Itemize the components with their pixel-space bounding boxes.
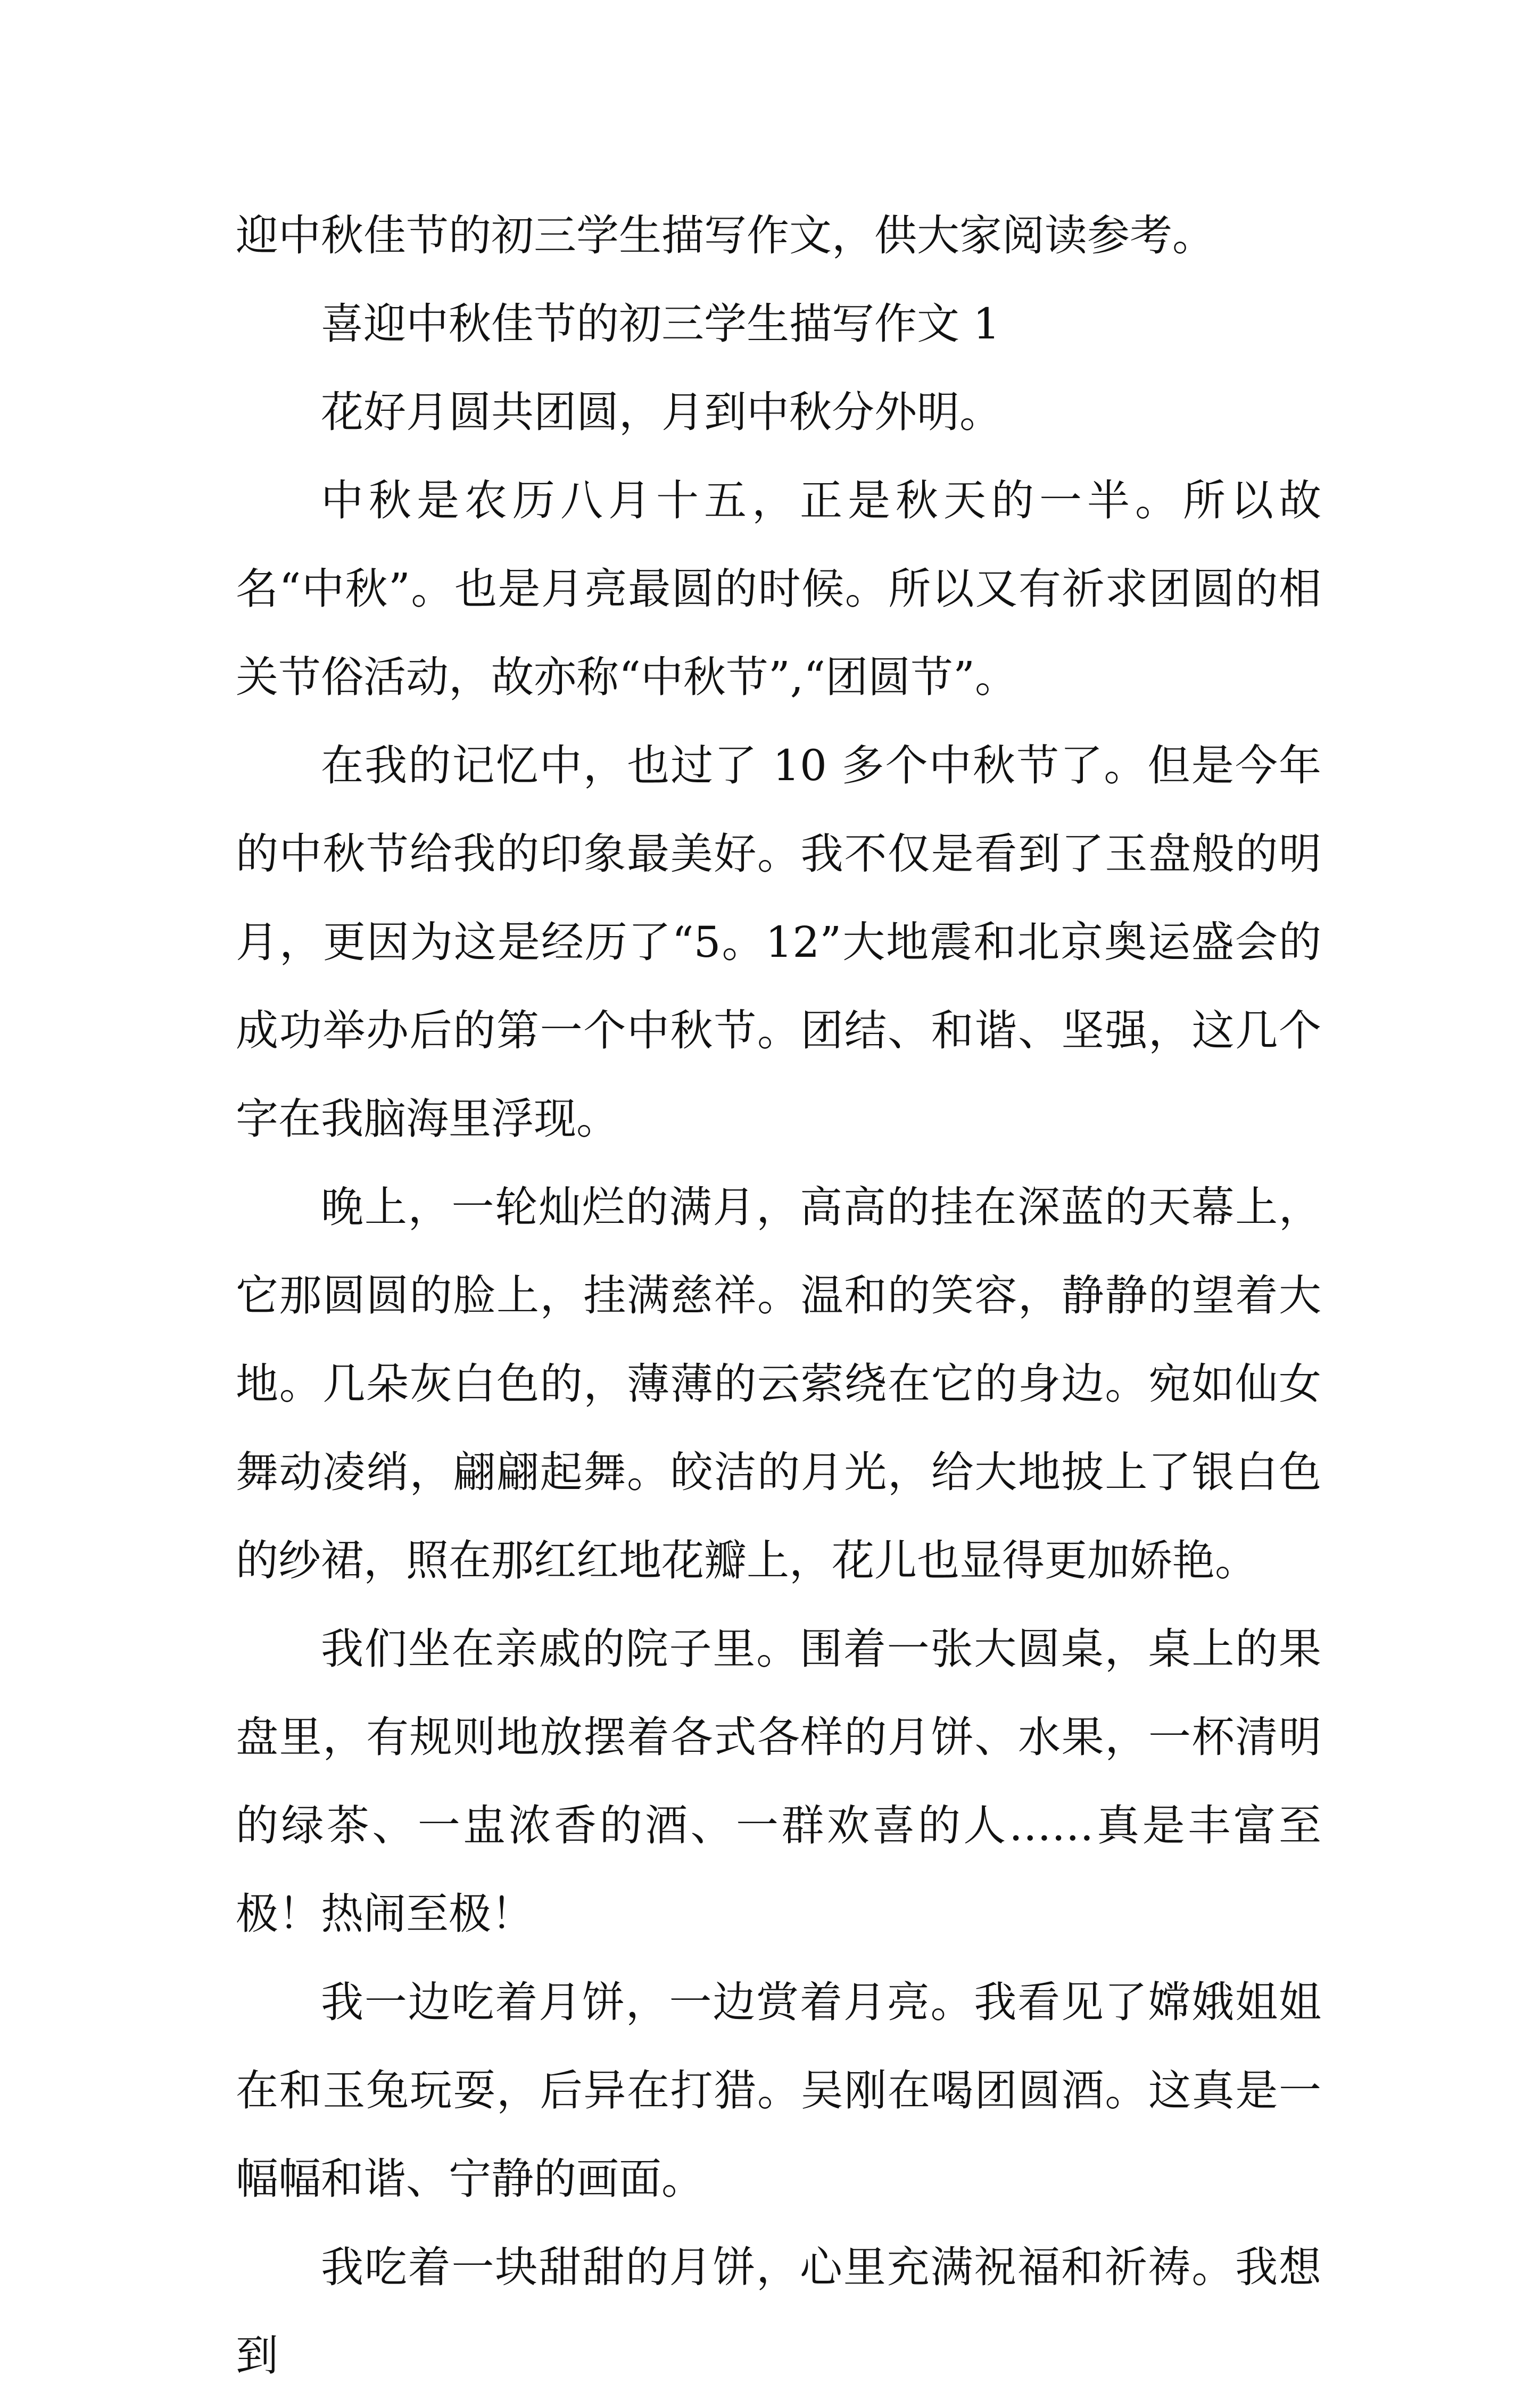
paragraph: 我吃着一块甜甜的月饼，心里充满祝福和祈祷。我想到 [236,2242,1321,2380]
paragraph: 晚上，一轮灿烂的满月，高高的挂在深蓝的天幕上，它那圆圆的脸上，挂满慈祥。温和的笑容，静静的望着大地。几朵灰白色的，薄薄的云萦绕在它的身边。宛如仙女舞动凌绡，翩翩起舞。皎洁的月光，给大地披上了银白色的纱裙，照在那红红地花瓣上，花儿也显得更加娇艳。 [236,1182,1321,1585]
paragraph: 我们坐在亲戚的院子里。围着一张大圆桌，桌上的果盘里，有规则地放摆着各式各样的月饼、水果，一杯清明的绿茶、一盅浓香的酒、一群欢喜的人……真是丰富至极！热闹至极！ [236,1624,1321,1939]
paragraph: 中秋是农历八月十五，正是秋天的一半。所以故名“中秋”。也是月亮最圆的时候。所以又有祈求团圆的相关节俗活动，故亦称“中秋节”,“团圆节”。 [236,476,1321,702]
essay-title: 喜迎中秋佳节的初三学生描写作文 1 [321,299,1000,349]
document-body [236,192,1321,2400]
paragraph-intro-continuation: 迎中秋佳节的初三学生描写作文，供大家阅读参考。 [236,211,1215,260]
paragraph: 我一边吃着月饼，一边赏着月亮。我看见了嫦娥姐姐在和玉兔玩耍，后异在打猎。吴刚在喝团圆酒。这真是一幅幅和谐、宁静的画面。 [236,1977,1321,2204]
paragraph: 花好月圆共团圆，月到中秋分外明。 [321,387,1002,437]
paragraph: 在我的记忆中，也过了 10 多个中秋节了。但是今年的中秋节给我的印象最美好。我不仅是看到了玉盘般的明月，更因为这是经历了“5。12”大地震和北京奥运盛会的成功举办后的第一个中秋节。团结、和谐、坚强，这几个字在我脑海里浮现。 [236,741,1321,1144]
